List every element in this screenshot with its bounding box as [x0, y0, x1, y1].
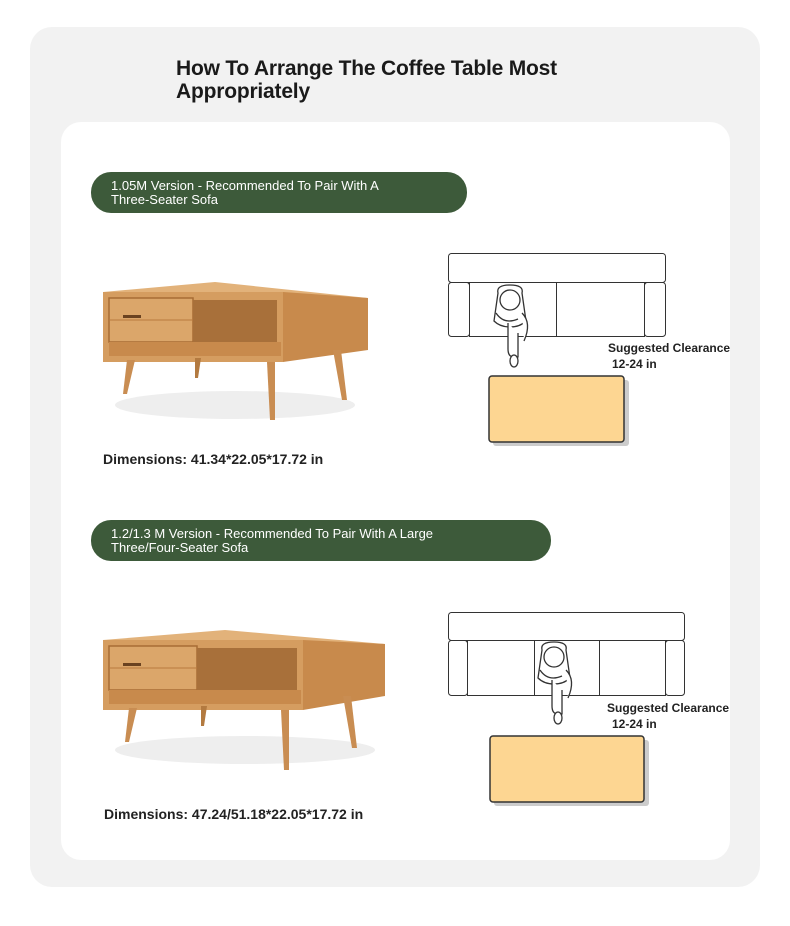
coffee-table-image-large [95, 620, 395, 780]
section-1-clearance-label: Suggested Clearance [608, 341, 731, 355]
coffee-table-image-small [95, 270, 385, 430]
section-2-clearance-label: Suggested Clearance [607, 701, 730, 715]
section-2-clearance [607, 700, 729, 732]
section-2-heading [91, 520, 551, 561]
section-2-dimensions: Dimensions: 47.24/51.18*22.05*17.72 in [104, 806, 364, 822]
section-2-clearance-value: 12-24 in [612, 717, 657, 731]
section-2-heading-line2: Three/Four-Seater Sofa [111, 539, 249, 555]
section-2-heading-line1: 1.2/1.3 M Version - Recommended To Pair With A Large [111, 525, 434, 541]
section-1-heading-line2: Three-Seater Sofa [111, 191, 218, 207]
section-1-heading [91, 172, 467, 213]
page-title: How To Arrange The Coffee Table Most Appropriately [176, 57, 557, 103]
section-1-heading-line1: 1.05M Version - Recommended To Pair With A [111, 177, 379, 193]
section-1-clearance-value: 12-24 in [612, 357, 657, 371]
section-1-clearance [608, 340, 730, 372]
section-1-dimensions: Dimensions: 41.34*22.05*17.72 in [103, 451, 324, 467]
